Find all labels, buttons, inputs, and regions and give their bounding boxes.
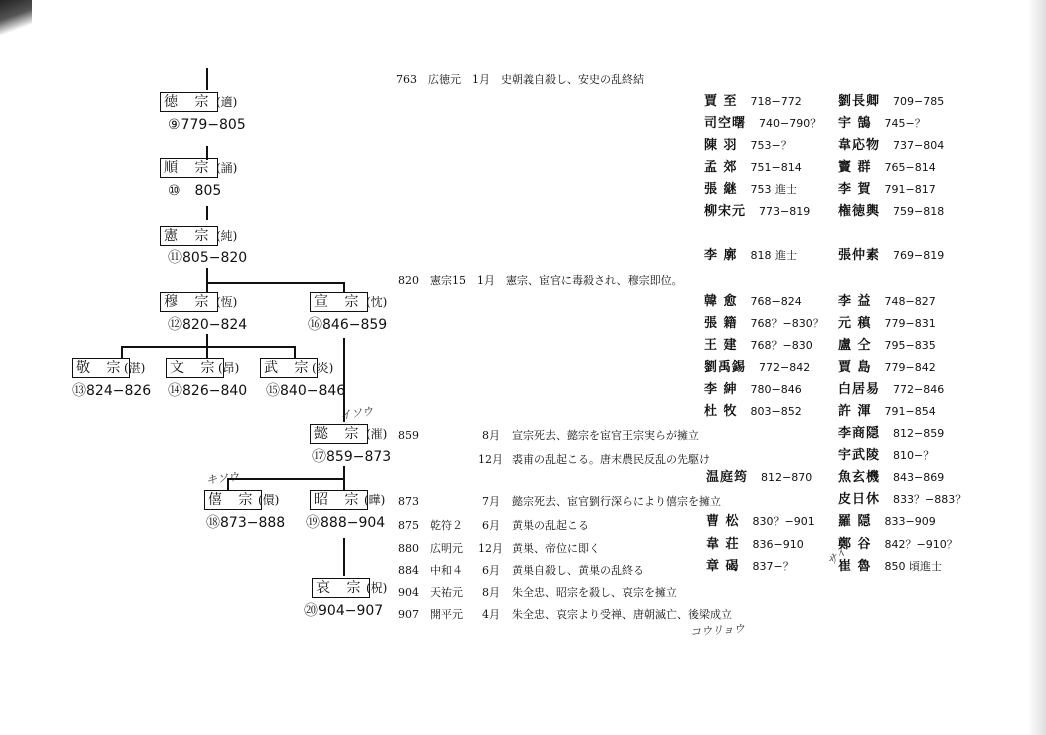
tree-line-to-jingzong bbox=[121, 346, 123, 358]
poet-entry: 権徳輿 759−818 bbox=[838, 204, 945, 219]
event-row-year: 907 bbox=[398, 608, 419, 621]
event-row-text: 黄巣の乱起こる bbox=[512, 519, 589, 532]
event-row-era: 乾符２ bbox=[430, 519, 463, 532]
emperor-wuzong-name: 武 宗 bbox=[260, 358, 318, 378]
emperor-yizong-given: (漼) bbox=[366, 427, 388, 441]
handwritten-note-cui: サイ bbox=[824, 544, 850, 569]
emperor-jingzong-name: 敬 宗 bbox=[72, 358, 130, 378]
emperor-wenzong-dates: ⑭826−840 bbox=[168, 383, 248, 399]
poet-entry: 魚玄機 843−869 bbox=[838, 470, 945, 485]
emperor-xianzong-dates: ⑪805−820 bbox=[168, 250, 248, 266]
tree-line-xianzong-branch bbox=[206, 282, 344, 284]
emperor-muzong-given: (恆) bbox=[216, 295, 238, 309]
poet-entry: 劉長卿 709−785 bbox=[838, 94, 945, 109]
header-event: 763 広徳元 1月 史朝義自殺し、安史の乱終結 bbox=[396, 73, 644, 86]
poet-entry: 司空曙 740−790？ bbox=[704, 116, 822, 131]
event-row-month: 12月 bbox=[478, 453, 503, 466]
event-row-era: 天祐元 bbox=[430, 586, 463, 599]
emperor-xuanzong-name: 宣 宗 bbox=[310, 292, 368, 312]
emperor-xuanzong-given: (忱) bbox=[366, 295, 388, 309]
poet-entry: 張仲素 769−819 bbox=[838, 248, 945, 263]
tree-line-to-zhaozong bbox=[343, 478, 345, 490]
poet-entry: 鄭 谷 842？−910？ bbox=[838, 537, 958, 552]
emperor-yizong-name: 懿 宗 bbox=[310, 424, 368, 444]
event-row-year: 875 bbox=[398, 519, 419, 532]
emperor-jingzong-given: (湛) bbox=[124, 361, 146, 375]
event-row-month: 6月 bbox=[482, 519, 500, 532]
poet-entry: 柳宋元 773−819 bbox=[704, 204, 811, 219]
event-row-year: 880 bbox=[398, 542, 419, 555]
poet-entry: 宇 鵠 745−？ bbox=[838, 116, 926, 131]
emperor-zhaozong-name: 昭 宗 bbox=[310, 490, 368, 510]
emperor-dezong-given: (適) bbox=[216, 95, 238, 109]
event-row-month: 8月 bbox=[482, 586, 500, 599]
emperor-aizong-dates: ⑳904−907 bbox=[304, 603, 384, 619]
handwritten-note-xizong: キソウ bbox=[205, 470, 240, 487]
tree-line-muzong-down bbox=[206, 334, 208, 346]
event-row-era: 中和４ bbox=[430, 564, 463, 577]
poet-entry: 賈 島 779−842 bbox=[838, 360, 936, 375]
emperor-xizong-name: 僖 宗 bbox=[204, 490, 262, 510]
poet-entry: 李 紳 780−846 bbox=[704, 382, 802, 397]
poet-entry: 李 廓 818 進士 bbox=[704, 248, 798, 263]
poet-entry: 盧 仝 795−835 bbox=[838, 338, 936, 353]
poet-entry: 韓 愈 768−824 bbox=[704, 294, 802, 309]
event-row-year: 904 bbox=[398, 586, 419, 599]
poet-entry: 孟 郊 751−814 bbox=[704, 160, 802, 175]
poet-entry: 皮日休 833？−883？ bbox=[838, 492, 967, 507]
tree-line-xianzong-down bbox=[206, 268, 208, 282]
poet-entry: 陳 羽 753−？ bbox=[704, 138, 792, 153]
emperor-xianzong-given: (純) bbox=[216, 229, 238, 243]
event-row-year: 859 bbox=[398, 429, 419, 442]
poet-entry: 賈 至 718−772 bbox=[704, 94, 802, 109]
poet-entry: 許 渾 791−854 bbox=[838, 404, 936, 419]
emperor-dezong-name: 徳 宗 bbox=[160, 92, 218, 112]
poet-entry: 宇武陵 810−？ bbox=[838, 448, 935, 463]
event-row-month: 4月 bbox=[482, 608, 500, 621]
poet-entry: 李 益 748−827 bbox=[838, 294, 936, 309]
tree-line-muzong-branch bbox=[121, 346, 295, 348]
emperor-xizong-dates: ⑱873−888 bbox=[206, 515, 286, 531]
poet-entry: 白居易 772−846 bbox=[838, 382, 945, 397]
event-row-month: 7月 bbox=[482, 495, 500, 508]
event-row-month: 8月 bbox=[482, 429, 500, 442]
event-row-year: 884 bbox=[398, 564, 419, 577]
emperor-yizong-dates: ⑰859−873 bbox=[312, 449, 392, 465]
poet-entry: 李商隠 812−859 bbox=[838, 426, 945, 441]
emperor-zhaozong-dates: ⑲888−904 bbox=[306, 515, 386, 531]
emperor-shunzong-dates: ⑩ 805 bbox=[168, 183, 222, 199]
emperor-shunzong-given: (誦) bbox=[216, 161, 238, 175]
emperor-xizong-given: (儇) bbox=[258, 493, 280, 507]
event-row-month: 12月 bbox=[478, 542, 503, 555]
poet-entry: 張 籍 768？−830？ bbox=[704, 316, 824, 331]
event-row-text: 黄巣自殺し、黄巣の乱終る bbox=[512, 564, 644, 577]
emperor-shunzong-name: 順 宗 bbox=[160, 158, 218, 178]
emperor-zhaozong-given: (曄) bbox=[364, 493, 386, 507]
tree-line-shunzong-xianzong bbox=[206, 206, 208, 220]
poet-entry: 竇 群 765−814 bbox=[838, 160, 936, 175]
tree-line-yizong-down bbox=[343, 466, 345, 478]
poet-entry: 羅 隠 833−909 bbox=[838, 514, 936, 529]
scan-edge-shadow bbox=[0, 0, 32, 40]
emperor-muzong-name: 穆 宗 bbox=[160, 292, 218, 312]
event-row-era: 広明元 bbox=[430, 542, 463, 555]
emperor-aizong-given: (柷) bbox=[366, 581, 388, 595]
emperor-wenzong-given: (昂) bbox=[218, 361, 240, 375]
poet-entry: 杜 牧 803−852 bbox=[704, 404, 802, 419]
tree-line-to-wenzong bbox=[206, 346, 208, 358]
poet-entry: 温庭筠 812−870 bbox=[706, 470, 813, 485]
emperor-aizong-name: 哀 宗 bbox=[312, 578, 370, 598]
poet-entry: 章 碣 837−？ bbox=[706, 559, 794, 574]
poet-entry: 曹 松 830？−901 bbox=[706, 514, 815, 529]
tree-line-zhaozong-aizong bbox=[343, 538, 345, 576]
poet-entry: 元 稹 779−831 bbox=[838, 316, 936, 331]
poet-entry: 韋応物 737−804 bbox=[838, 138, 945, 153]
event-row-text: 朱全忠、昭宗を殺し、哀宗を擁立 bbox=[512, 586, 677, 599]
handwritten-note-yizong: イソウ bbox=[339, 404, 374, 423]
emperor-wuzong-dates: ⑮840−846 bbox=[266, 383, 346, 399]
event-row-text: 黄巣、帝位に即く bbox=[512, 542, 600, 555]
emperor-muzong-dates: ⑫820−824 bbox=[168, 317, 248, 333]
event-row-text: 懿宗死去、宦官劉行深らにより僖宗を擁立 bbox=[512, 495, 721, 508]
emperor-wenzong-name: 文 宗 bbox=[166, 358, 224, 378]
tree-line-to-xuanzong bbox=[343, 282, 345, 292]
event-row-era: 開平元 bbox=[430, 608, 463, 621]
poet-entry: 崔 魯 850 頃進士 bbox=[838, 559, 943, 574]
poet-entry: 劉禹錫 772−842 bbox=[704, 360, 811, 375]
poet-entry: 韋 荘 836−910 bbox=[706, 537, 804, 552]
tree-line-top bbox=[206, 68, 208, 90]
event-row-month: 6月 bbox=[482, 564, 500, 577]
handwritten-note-aizong: コウリョウ bbox=[689, 622, 746, 639]
tree-line-yizong-branch bbox=[227, 478, 344, 480]
emperor-wuzong-given: (炎) bbox=[312, 361, 334, 375]
tree-line-to-muzong bbox=[206, 282, 208, 292]
poet-entry: 李 賀 791−817 bbox=[838, 182, 936, 197]
scan-edge-right bbox=[1028, 0, 1046, 735]
event-row-text: 裘甫の乱起こる。唐末農民反乱の先駆け bbox=[512, 453, 710, 466]
event-row: 820 憲宗15 1月 憲宗、宦官に毒殺され、穆宗即位。 bbox=[398, 274, 683, 287]
event-row-text: 宣宗死去、懿宗を宦官王宗実らが擁立 bbox=[512, 429, 699, 442]
emperor-xianzong-name: 憲 宗 bbox=[160, 226, 218, 246]
emperor-jingzong-dates: ⑬824−826 bbox=[72, 383, 152, 399]
event-row-year: 873 bbox=[398, 495, 419, 508]
event-row-text: 朱全忠、哀宗より受禅、唐朝滅亡、後梁成立 bbox=[512, 608, 732, 621]
emperor-xuanzong-dates: ⑯846−859 bbox=[308, 317, 388, 333]
emperor-dezong-dates: ⑨779−805 bbox=[168, 117, 246, 133]
poet-entry: 王 建 768？−830 bbox=[704, 338, 813, 353]
poet-entry: 張 継 753 進士 bbox=[704, 182, 798, 197]
tree-line-to-wuzong bbox=[294, 346, 296, 358]
